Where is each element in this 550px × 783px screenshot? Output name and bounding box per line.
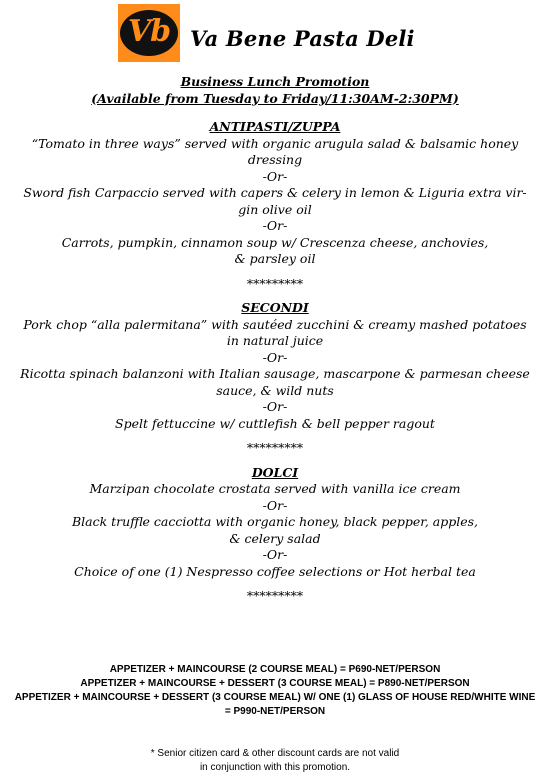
menu-item-line: “Tomato in three ways” served with organic arugula salad & balsamic honey — [31, 135, 519, 151]
menu-item-line: Ricotta spinach balanzoni with Italian sausage, mascarpone & parmesan cheese — [20, 366, 530, 381]
promo-availability: (Available from Tuesday to Friday/11:30AM-2:30PM) — [91, 90, 459, 106]
or-separator: -Or- — [262, 547, 288, 562]
promo-title: Business Lunch Promotion — [180, 74, 370, 89]
or-separator: -Or- — [262, 349, 288, 365]
menu-item-line: & celery salad — [229, 530, 321, 546]
brand-name: Va Bene Pasta Deli — [190, 26, 415, 51]
price-list — [0, 663, 550, 719]
disclaimer-note — [0, 747, 550, 775]
menu-item-line: sauce, & wild nuts — [216, 382, 334, 398]
menu-item-line: & parsley oil — [234, 251, 316, 266]
logo — [118, 4, 180, 62]
menu-item-line: Sword fish Carpaccio served with capers & celery in lemon & Liguria extra vir- — [23, 185, 527, 200]
menu-item-line: Pork chop “alla palermitana” with sautéed zucchini & creamy mashed potatoes — [23, 316, 527, 332]
menu-item-line: dressing — [247, 152, 303, 167]
or-separator: -Or- — [262, 168, 288, 184]
price-line: APPETIZER + MAINCOURSE + DESSERT (3 COURSE MEAL) W/ ONE (1) GLASS OF HOUSE RED/WHITE WINE — [14, 692, 536, 703]
or-separator: -Or- — [262, 399, 288, 414]
menu-item-line: Black truffle cacciotta with organic honey, black pepper, apples, — [71, 514, 479, 529]
price-line: = P990-NET/PERSON — [224, 706, 326, 717]
section-divider: ********* — [246, 440, 304, 455]
or-separator: -Or- — [262, 218, 288, 233]
menu-item-line: Choice of one (1) Nespresso coffee selections or Hot herbal tea — [74, 563, 476, 579]
or-separator: -Or- — [262, 497, 288, 513]
menu-body — [0, 74, 550, 605]
note-line: in conjunction with this promotion. — [199, 762, 351, 773]
price-line: APPETIZER + MAINCOURSE (2 COURSE MEAL) = P690-NET/PERSON — [109, 664, 441, 675]
section-divider: ********* — [246, 588, 304, 603]
menu-item-line: gin olive oil — [238, 201, 312, 217]
menu-item-line: Carrots, pumpkin, cinnamon soup w/ Crescenza cheese, anchovies, — [61, 234, 489, 250]
menu-item-line: Spelt fettuccine w/ cuttlefish & bell pepper ragout — [115, 415, 435, 431]
section-heading-secondi: SECONDI — [241, 300, 309, 315]
logo-text: Vb — [127, 14, 171, 49]
price-line: APPETIZER + MAINCOURSE + DESSERT (3 COURSE MEAL) = P890-NET/PERSON — [80, 678, 470, 689]
header — [118, 4, 448, 64]
section-heading-dolci: DOLCI — [251, 464, 299, 480]
section-divider: ********* — [246, 275, 304, 291]
note-line: * Senior citizen card & other discount cards are not valid — [150, 748, 400, 759]
menu-item-line: Marzipan chocolate crostata served with vanilla ice cream — [89, 481, 461, 496]
menu-item-line: in natural juice — [226, 333, 324, 348]
section-heading-antipasti: ANTIPASTI/ZUPPA — [209, 119, 341, 134]
